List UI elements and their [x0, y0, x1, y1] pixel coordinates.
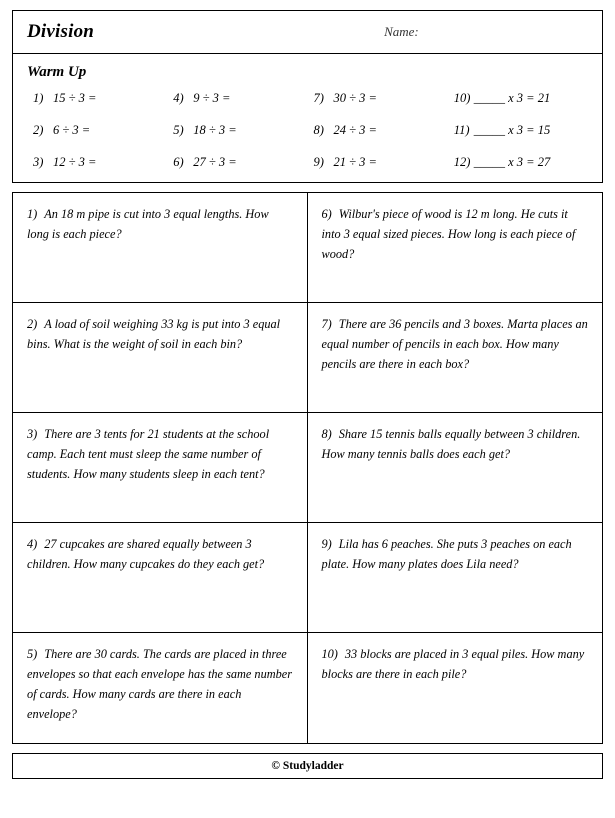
word-problem-number: 9) — [321, 537, 332, 551]
word-problem-cell — [308, 523, 603, 633]
warm-up-item-expression: 30 ÷ 3 = — [333, 91, 377, 105]
warm-up-item — [308, 91, 448, 106]
warm-up-item-number: 5) — [173, 123, 184, 137]
word-problem-cell — [13, 303, 308, 413]
warm-up-item — [27, 155, 167, 170]
warm-up-item-number: 3) — [33, 155, 44, 169]
worksheet-header — [12, 10, 603, 54]
word-problem-number: 1) — [27, 207, 38, 221]
word-problem-text: There are 36 pencils and 3 boxes. Marta places an equal number of pencils in each box. How many pencils are there in each box? — [321, 317, 588, 371]
word-problem-text: 33 blocks are placed in 3 equal piles. How many blocks are there in each pile? — [321, 647, 585, 681]
warm-up-item-number: 4) — [173, 91, 184, 105]
word-problem-cell — [13, 193, 308, 303]
warm-up-item-expression: 6 ÷ 3 = — [53, 123, 91, 137]
word-problem-text: Lila has 6 peaches. She puts 3 peaches on each plate. How many plates does Lila need? — [321, 537, 572, 571]
warm-up-item — [167, 123, 307, 138]
word-problem-cell — [13, 413, 308, 523]
word-problem-cell — [308, 413, 603, 523]
warm-up-item — [27, 91, 167, 106]
word-problem-number: 6) — [321, 207, 332, 221]
word-problem-number: 3) — [27, 427, 38, 441]
warm-up-item-number: 6) — [173, 155, 184, 169]
word-problem-number: 5) — [27, 647, 38, 661]
word-problem-text: An 18 m pipe is cut into 3 equal lengths. How long is each piece? — [27, 207, 269, 241]
warm-up-item — [27, 123, 167, 138]
warm-up-item-expression: 15 ÷ 3 = — [53, 91, 97, 105]
word-problem-cell — [13, 633, 308, 743]
warm-up-item-expression: _____ x 3 = 21 — [473, 91, 551, 105]
word-problem-text: There are 3 tents for 21 students at the school camp. Each tent must sleep the same number of students. How many students sleep in each tent? — [27, 427, 270, 481]
warm-up-item-expression: _____ x 3 = 15 — [473, 123, 551, 137]
word-problem-text: Wilbur's piece of wood is 12 m long. He cuts it into 3 equal sized pieces. How long is each piece of wood? — [321, 207, 576, 261]
warm-up-item-expression: _____ x 3 = 27 — [473, 155, 551, 169]
copyright-text: © Studyladder — [271, 760, 344, 772]
word-problem-number: 4) — [27, 537, 38, 551]
warm-up-item-expression: 24 ÷ 3 = — [333, 123, 377, 137]
warm-up-item-number: 9) — [313, 155, 324, 169]
warm-up-item-expression: 12 ÷ 3 = — [53, 155, 97, 169]
word-problem-text: A load of soil weighing 33 kg is put into 3 equal bins. What is the weight of soil in each bin? — [27, 317, 281, 351]
warm-up-item-number: 7) — [313, 91, 324, 105]
word-problem-cell — [308, 193, 603, 303]
warm-up-item — [448, 91, 588, 106]
word-problem-text: There are 30 cards. The cards are placed in three envelopes so that each envelope has the same number of cards. How many cards are there in each envelope? — [27, 647, 292, 721]
warm-up-item — [167, 155, 307, 170]
warm-up-item-expression: 18 ÷ 3 = — [193, 123, 237, 137]
word-problem-number: 7) — [321, 317, 332, 331]
word-problem-number: 10) — [321, 647, 338, 661]
name-label: Name: — [384, 24, 419, 39]
warm-up-item-number: 8) — [313, 123, 324, 137]
warm-up-item-expression: 9 ÷ 3 = — [193, 91, 231, 105]
word-problem-cell — [308, 633, 603, 743]
warm-up-item — [448, 123, 588, 138]
warm-up-item-number: 12) — [453, 155, 471, 169]
word-problem-number: 2) — [27, 317, 38, 331]
warm-up-item-number: 10) — [453, 91, 471, 105]
word-problem-text: Share 15 tennis balls equally between 3 children. How many tennis balls does each get? — [321, 427, 581, 461]
word-problems-grid — [12, 192, 603, 744]
warm-up-item — [167, 91, 307, 106]
warm-up-item-number: 2) — [33, 123, 44, 137]
warm-up-item — [308, 123, 448, 138]
warm-up-title: Warm Up — [27, 64, 87, 80]
warm-up-item — [448, 155, 588, 170]
warm-up-grid — [27, 91, 588, 170]
warm-up-item-number: 1) — [33, 91, 44, 105]
warm-up-item — [308, 155, 448, 170]
word-problem-text: 27 cupcakes are shared equally between 3 children. How many cupcakes do they each get? — [27, 537, 265, 571]
page-title: Division — [27, 21, 95, 42]
word-problem-number: 8) — [321, 427, 332, 441]
warm-up-item-expression: 27 ÷ 3 = — [193, 155, 237, 169]
warm-up-section — [12, 54, 603, 183]
warm-up-item-number: 11) — [453, 123, 470, 137]
warm-up-item-expression: 21 ÷ 3 = — [333, 155, 377, 169]
word-problem-cell — [13, 523, 308, 633]
word-problem-cell — [308, 303, 603, 413]
worksheet-footer — [12, 753, 603, 779]
